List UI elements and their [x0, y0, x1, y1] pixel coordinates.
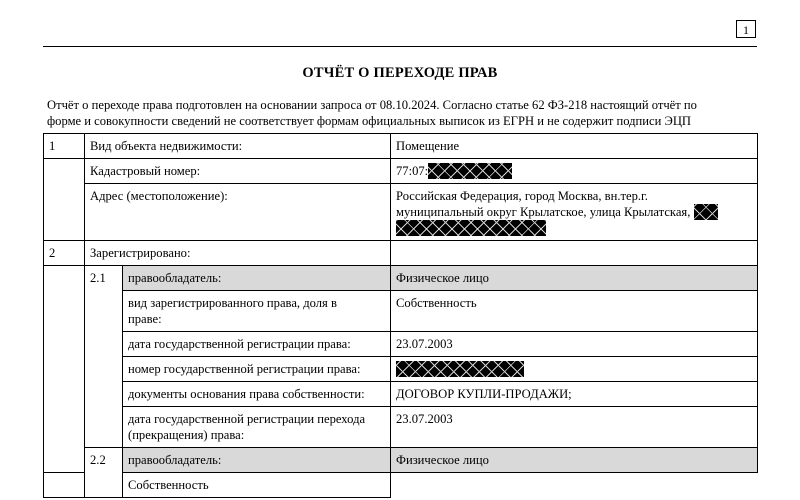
empty-cell: [391, 241, 758, 266]
cadastral-number-value: [391, 159, 758, 184]
address-line-3: [396, 220, 751, 236]
registration-date-value: 23.07.2003: [391, 332, 758, 357]
redaction-block: [428, 163, 512, 179]
table-row: [44, 382, 758, 407]
intro-line-1: Отчёт о переходе права подготовлен на основании запроса от 08.10.2024. Согласно статье 62 ФЗ-218 настоящий отчёт по: [47, 98, 697, 112]
registration-number-label: номер государственной регистрации права:: [123, 357, 391, 382]
right-type-value: Собственность: [391, 291, 758, 332]
page-number: 1: [736, 20, 756, 38]
empty-cell: [44, 473, 85, 498]
address-line-2: муниципальный округ Крылатское, улица Крылатская,: [396, 204, 751, 220]
ownership-docs-value: ДОГОВОР КУПЛИ-ПРОДАЖИ;: [391, 382, 758, 407]
row-number: 2: [44, 241, 85, 266]
right-type-value: Собственность: [123, 473, 391, 498]
table-row: [44, 357, 758, 382]
table-row: [44, 332, 758, 357]
object-type-value: Помещение: [391, 134, 758, 159]
transfer-date-label: дата государственной регистрации перехода (прекращения) права:: [123, 407, 391, 448]
empty-cell: [44, 159, 85, 241]
holder-value: Физическое лицо: [391, 266, 758, 291]
entry-number: 2.1: [85, 266, 123, 448]
table-row: [44, 407, 758, 448]
ownership-docs-label: документы основания права собственности:: [123, 382, 391, 407]
right-type-label: вид зарегистрированного права, доля в праве:: [123, 291, 391, 332]
table-row: [44, 473, 758, 498]
cadastral-number-label: Кадастровый номер:: [85, 159, 391, 184]
cadastral-prefix: 77:07:: [396, 164, 429, 178]
entry-number: 2.2: [85, 448, 123, 498]
header-rule: [43, 46, 757, 47]
table-row: [44, 241, 758, 266]
registration-number-value: [391, 357, 758, 382]
registered-label: Зарегистрировано:: [85, 241, 391, 266]
empty-cell: [44, 266, 85, 473]
redaction-block: [694, 204, 718, 220]
transfer-date-value: 23.07.2003: [391, 407, 758, 448]
holder-label: правообладатель:: [123, 266, 391, 291]
report-title: ОТЧЁТ О ПЕРЕХОДЕ ПРАВ: [302, 65, 498, 81]
holder-label: правообладатель:: [123, 448, 391, 473]
table-row: [44, 184, 758, 241]
table-row: [44, 448, 758, 473]
intro-paragraph: [47, 97, 759, 129]
table-row: [44, 291, 758, 332]
registration-date-label: дата государственной регистрации права:: [123, 332, 391, 357]
table-row: [44, 134, 758, 159]
redaction-block: [396, 220, 546, 236]
holder-value: Физическое лицо: [391, 448, 758, 473]
table-row: [44, 159, 758, 184]
address-line-1: Российская Федерация, город Москва, вн.тер.г.: [396, 189, 648, 203]
report-table: [43, 133, 758, 498]
address-value: [391, 184, 758, 241]
address-label: Адрес (местоположение):: [85, 184, 391, 241]
table-row: [44, 266, 758, 291]
row-number: 1: [44, 134, 85, 159]
redaction-block: [396, 361, 524, 377]
object-type-label: Вид объекта недвижимости:: [85, 134, 391, 159]
intro-line-2: форме и совокупности сведений не соответствует формам официальных выписок из ЕГРН и не содержит подписи ЭЦП: [47, 114, 692, 128]
